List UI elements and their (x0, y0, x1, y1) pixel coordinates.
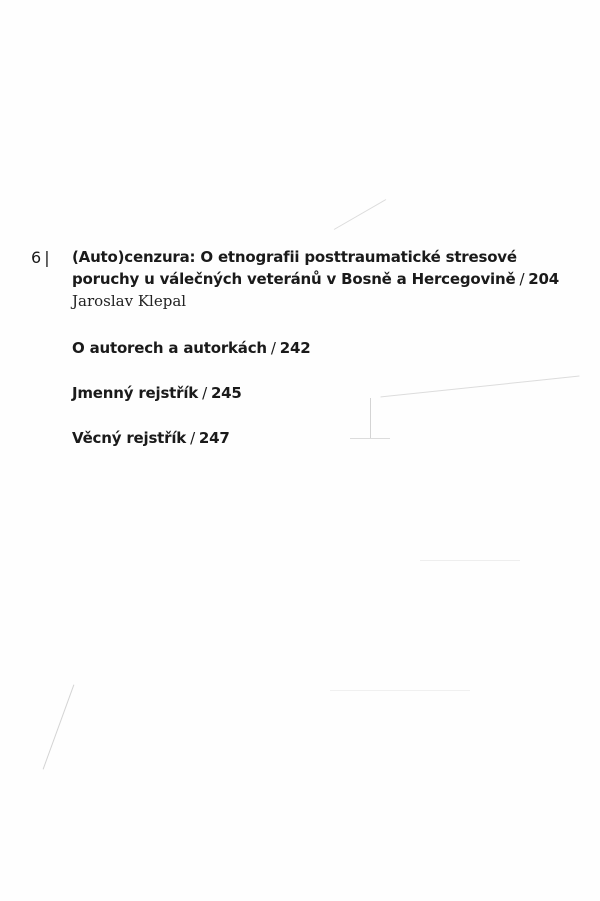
toc-entry-title-line-2 (72, 268, 572, 290)
toc-separator: / (190, 429, 195, 447)
bleed-mark (334, 199, 386, 230)
chapter-number-bar: | (44, 248, 50, 267)
toc-entry-title: O autorech a autorkách (72, 339, 267, 357)
toc-page-number: 245 (210, 384, 242, 402)
bleed-mark (350, 438, 390, 439)
chapter-number (31, 248, 50, 267)
toc-page-number: 247 (198, 429, 230, 447)
toc-entry-chapter-6 (72, 246, 572, 290)
toc-page-number: 204 (528, 270, 560, 288)
toc-entry-title-line-2-text: poruchy u válečných veteránů v Bosně a Hercegovině (72, 270, 516, 288)
toc-separator: / (519, 270, 525, 288)
bleed-mark (420, 560, 520, 561)
toc-entry-title: Jmenný rejstřík (72, 384, 199, 402)
bleed-mark (370, 398, 371, 438)
bleed-mark (330, 690, 470, 691)
bleed-mark (380, 376, 579, 398)
chapter-number-value: 6 (31, 248, 42, 267)
bleed-mark (43, 685, 75, 770)
toc-entry-title: Věcný rejstřík (72, 429, 187, 447)
toc-page-number: 242 (279, 339, 311, 357)
toc-separator: / (202, 384, 207, 402)
toc-separator: / (270, 339, 276, 357)
toc-entry-subject-index (72, 427, 230, 449)
toc-entry-author: Jaroslav Klepal (72, 292, 187, 310)
toc-entry-title-line-1: (Auto)cenzura: O etnografii posttraumatické stresové (72, 248, 517, 266)
toc-entry-name-index (72, 382, 242, 404)
toc-entry-authors (72, 337, 310, 359)
